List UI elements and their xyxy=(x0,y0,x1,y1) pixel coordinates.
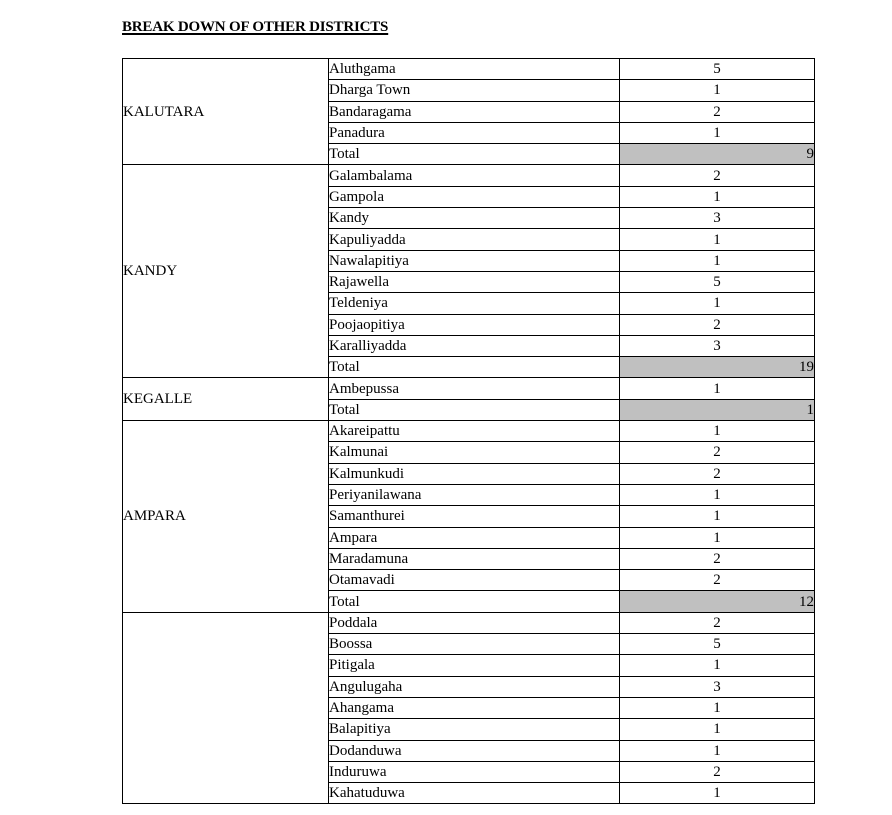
place-count: 1 xyxy=(620,719,815,740)
place-count: 2 xyxy=(620,612,815,633)
table-row xyxy=(123,165,815,186)
total-label: Total xyxy=(329,591,620,612)
place-count: 1 xyxy=(620,697,815,718)
place-count: 2 xyxy=(620,314,815,335)
place-count: 3 xyxy=(620,335,815,356)
place-name: Angulugaha xyxy=(329,676,620,697)
place-name: Akareipattu xyxy=(329,421,620,442)
place-name: Ampara xyxy=(329,527,620,548)
place-count: 1 xyxy=(620,186,815,207)
place-name: Boossa xyxy=(329,634,620,655)
place-count: 5 xyxy=(620,634,815,655)
table-row xyxy=(123,612,815,633)
place-count: 2 xyxy=(620,442,815,463)
place-count: 1 xyxy=(620,484,815,505)
place-name: Dharga Town xyxy=(329,80,620,101)
district-name: KALUTARA xyxy=(123,59,329,165)
place-name: Kahatuduwa xyxy=(329,783,620,804)
place-name: Periyanilawana xyxy=(329,484,620,505)
place-name: Otamavadi xyxy=(329,570,620,591)
place-count: 3 xyxy=(620,676,815,697)
place-name: Ambepussa xyxy=(329,378,620,399)
place-name: Kapuliyadda xyxy=(329,229,620,250)
place-count: 1 xyxy=(620,527,815,548)
place-count: 1 xyxy=(620,378,815,399)
place-name: Gampola xyxy=(329,186,620,207)
place-name: Bandaragama xyxy=(329,101,620,122)
place-count: 2 xyxy=(620,165,815,186)
place-count: 2 xyxy=(620,463,815,484)
district-name xyxy=(123,612,329,804)
place-count: 1 xyxy=(620,421,815,442)
district-name: KANDY xyxy=(123,165,329,378)
district-name: KEGALLE xyxy=(123,378,329,421)
place-count: 2 xyxy=(620,548,815,569)
place-name: Galambalama xyxy=(329,165,620,186)
place-name: Poojaopitiya xyxy=(329,314,620,335)
total-value: 19 xyxy=(620,357,815,378)
table-row xyxy=(123,378,815,399)
place-name: Poddala xyxy=(329,612,620,633)
place-name: Dodanduwa xyxy=(329,740,620,761)
place-name: Balapitiya xyxy=(329,719,620,740)
total-value: 1 xyxy=(620,399,815,420)
place-count: 1 xyxy=(620,122,815,143)
place-name: Ahangama xyxy=(329,697,620,718)
place-count: 5 xyxy=(620,271,815,292)
place-count: 5 xyxy=(620,59,815,80)
table-row xyxy=(123,421,815,442)
total-label: Total xyxy=(329,399,620,420)
place-count: 2 xyxy=(620,570,815,591)
place-name: Teldeniya xyxy=(329,293,620,314)
total-value: 12 xyxy=(620,591,815,612)
place-count: 2 xyxy=(620,101,815,122)
place-count: 1 xyxy=(620,783,815,804)
table-body xyxy=(123,59,815,804)
total-value: 9 xyxy=(620,144,815,165)
place-name: Kandy xyxy=(329,208,620,229)
place-name: Nawalapitiya xyxy=(329,250,620,271)
district-breakdown-table xyxy=(122,58,815,804)
place-count: 1 xyxy=(620,80,815,101)
place-name: Pitigala xyxy=(329,655,620,676)
place-name: Panadura xyxy=(329,122,620,143)
place-count: 1 xyxy=(620,740,815,761)
place-count: 3 xyxy=(620,208,815,229)
page-title: BREAK DOWN OF OTHER DISTRICTS xyxy=(122,19,389,35)
place-count: 1 xyxy=(620,506,815,527)
place-name: Aluthgama xyxy=(329,59,620,80)
place-name: Kalmunkudi xyxy=(329,463,620,484)
place-name: Karalliyadda xyxy=(329,335,620,356)
table-row xyxy=(123,59,815,80)
place-count: 1 xyxy=(620,655,815,676)
place-count: 1 xyxy=(620,293,815,314)
district-name: AMPARA xyxy=(123,421,329,613)
total-label: Total xyxy=(329,357,620,378)
place-count: 1 xyxy=(620,250,815,271)
place-count: 1 xyxy=(620,229,815,250)
place-name: Maradamuna xyxy=(329,548,620,569)
place-name: Induruwa xyxy=(329,761,620,782)
total-label: Total xyxy=(329,144,620,165)
place-count: 2 xyxy=(620,761,815,782)
place-name: Samanthurei xyxy=(329,506,620,527)
place-name: Rajawella xyxy=(329,271,620,292)
place-name: Kalmunai xyxy=(329,442,620,463)
